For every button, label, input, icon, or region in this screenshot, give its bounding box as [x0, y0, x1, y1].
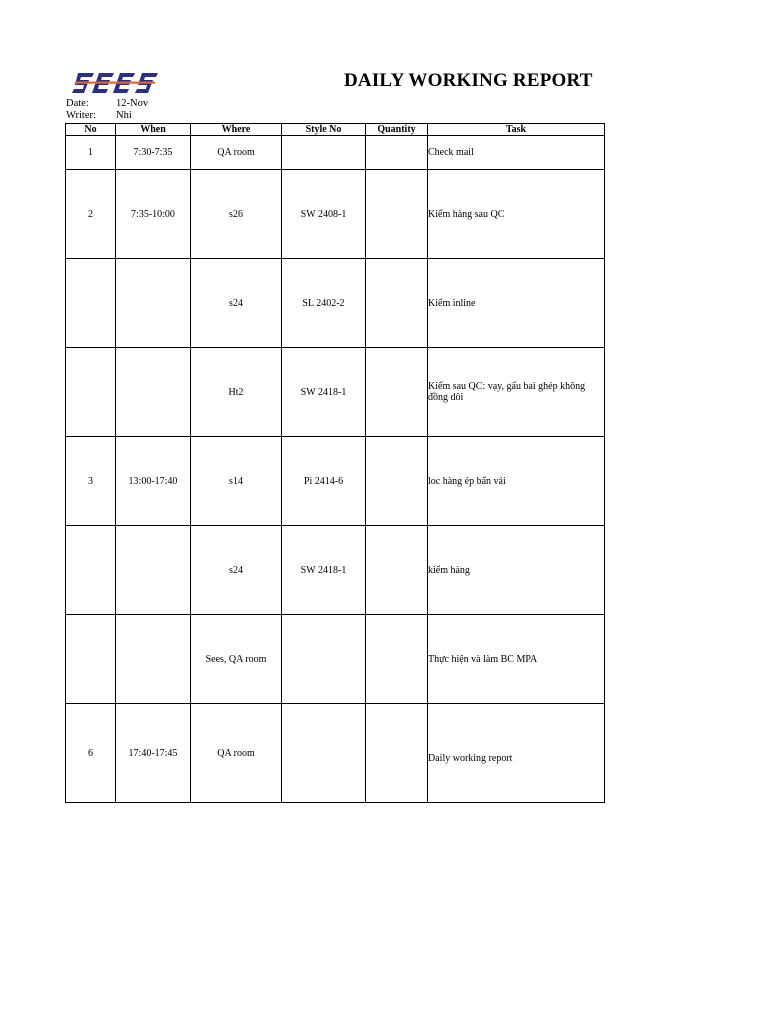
report-table: [65, 123, 605, 803]
cell-quantity: [366, 136, 428, 170]
table-row: [66, 615, 605, 704]
date-value: 12-Nov: [116, 98, 149, 109]
cell-no: [66, 615, 116, 704]
company-logo: [72, 72, 158, 94]
cell-where: QA room: [191, 704, 282, 803]
cell-style-no: [282, 704, 366, 803]
cell-quantity: [366, 348, 428, 437]
cell-style-no: Pi 2414-6: [282, 437, 366, 526]
cell-task: Check mail: [428, 136, 605, 170]
cell-task: loc hàng ép bẩn vải: [428, 437, 605, 526]
cell-task: Kiểm hàng sau QC: [428, 170, 605, 259]
cell-when: [116, 526, 191, 615]
date-label: Date:: [66, 98, 89, 109]
cell-quantity: [366, 437, 428, 526]
table-row: [66, 437, 605, 526]
cell-style-no: [282, 615, 366, 704]
cell-quantity: [366, 259, 428, 348]
table-row: [66, 704, 605, 803]
cell-when: [116, 259, 191, 348]
cell-task: Daily working report: [428, 704, 605, 803]
table-row: [66, 348, 605, 437]
cell-task: Thực hiện và làm BC MPA: [428, 615, 605, 704]
cell-when: [116, 615, 191, 704]
column-header-style-no: Style No: [282, 124, 366, 136]
table-header-row: [66, 124, 605, 136]
writer-label: Writer:: [66, 110, 96, 121]
cell-no: 2: [66, 170, 116, 259]
table-row: [66, 170, 605, 259]
cell-quantity: [366, 526, 428, 615]
cell-task: kiểm hàng: [428, 526, 605, 615]
cell-task: Kiểm sau QC: vạy, gấu bai ghép không đồng dôi: [428, 348, 605, 437]
table-row: [66, 259, 605, 348]
cell-style-no: SW 2418-1: [282, 348, 366, 437]
cell-no: [66, 348, 116, 437]
cell-quantity: [366, 615, 428, 704]
cell-style-no: SW 2418-1: [282, 526, 366, 615]
cell-task: Kiểm inline: [428, 259, 605, 348]
cell-no: [66, 259, 116, 348]
cell-style-no: SW 2408-1: [282, 170, 366, 259]
cell-where: s24: [191, 526, 282, 615]
logo-stripes: [75, 82, 155, 84]
cell-when: 13:00-17:40: [116, 437, 191, 526]
cell-no: 3: [66, 437, 116, 526]
cell-when: 17:40-17:45: [116, 704, 191, 803]
cell-no: 6: [66, 704, 116, 803]
cell-where: s26: [191, 170, 282, 259]
cell-no: 1: [66, 136, 116, 170]
cell-style-no: SL 2402-2: [282, 259, 366, 348]
table-row: [66, 526, 605, 615]
cell-where: Ht2: [191, 348, 282, 437]
cell-where: QA room: [191, 136, 282, 170]
column-header-where: Where: [191, 124, 282, 136]
column-header-no: No: [66, 124, 116, 136]
cell-when: 7:35-10:00: [116, 170, 191, 259]
cell-when: 7:30-7:35: [116, 136, 191, 170]
cell-quantity: [366, 170, 428, 259]
cell-where: s14: [191, 437, 282, 526]
writer-value: Nhi: [116, 110, 132, 121]
cell-no: [66, 526, 116, 615]
cell-where: s24: [191, 259, 282, 348]
table-row: [66, 136, 605, 170]
column-header-task: Task: [428, 124, 605, 136]
cell-where: Sees, QA room: [191, 615, 282, 704]
column-header-quantity: Quantity: [366, 124, 428, 136]
cell-quantity: [366, 704, 428, 803]
cell-when: [116, 348, 191, 437]
report-title: DAILY WORKING REPORT: [344, 70, 593, 91]
cell-style-no: [282, 136, 366, 170]
column-header-when: When: [116, 124, 191, 136]
